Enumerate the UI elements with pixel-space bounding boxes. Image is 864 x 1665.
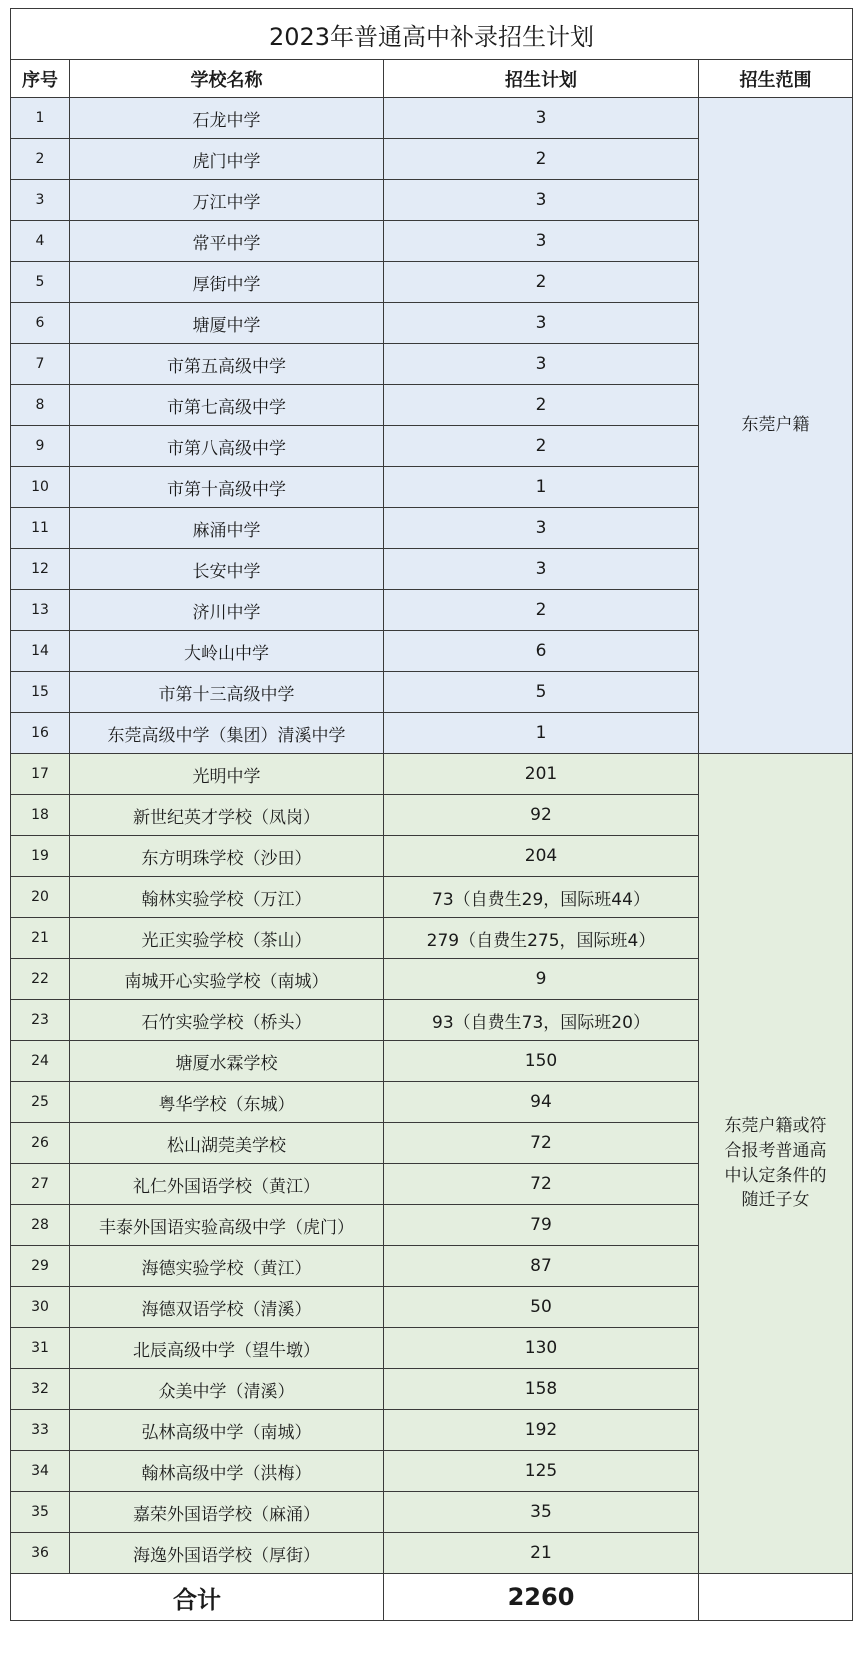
enrollment-plan-value: 93（自费生73，国际班20）	[384, 1000, 699, 1041]
row-index: 10	[11, 467, 70, 508]
row-index: 35	[11, 1492, 70, 1533]
school-name: 东方明珠学校（沙田）	[70, 836, 384, 877]
table-row	[11, 754, 853, 795]
school-name: 塘厦中学	[70, 303, 384, 344]
enrollment-plan-value: 35	[384, 1492, 699, 1533]
row-index: 21	[11, 918, 70, 959]
enrollment-plan-value: 21	[384, 1533, 699, 1574]
school-name: 嘉荣外国语学校（麻涌）	[70, 1492, 384, 1533]
school-name: 塘厦水霖学校	[70, 1041, 384, 1082]
total-empty-cell	[699, 1574, 853, 1621]
row-index: 11	[11, 508, 70, 549]
enrollment-scope	[699, 98, 853, 754]
row-index: 32	[11, 1369, 70, 1410]
header-row	[11, 60, 853, 98]
row-index: 14	[11, 631, 70, 672]
enrollment-plan-value: 201	[384, 754, 699, 795]
enrollment-plan-value: 3	[384, 221, 699, 262]
row-index: 31	[11, 1328, 70, 1369]
enrollment-plan-value: 87	[384, 1246, 699, 1287]
school-name: 石龙中学	[70, 98, 384, 139]
enrollment-plan-value: 3	[384, 98, 699, 139]
row-index: 34	[11, 1451, 70, 1492]
scope-text-line: 随迁子女	[741, 1190, 810, 1211]
table-row	[11, 98, 853, 139]
enrollment-plan-value: 73（自费生29，国际班44）	[384, 877, 699, 918]
school-name: 厚街中学	[70, 262, 384, 303]
school-name: 市第七高级中学	[70, 385, 384, 426]
enrollment-plan-value: 72	[384, 1123, 699, 1164]
school-name: 礼仁外国语学校（黄江）	[70, 1164, 384, 1205]
enrollment-plan-value: 3	[384, 508, 699, 549]
enrollment-plan-value: 6	[384, 631, 699, 672]
school-name: 光正实验学校（茶山）	[70, 918, 384, 959]
enrollment-plan-value: 5	[384, 672, 699, 713]
total-label: 合计	[11, 1574, 384, 1621]
school-name: 弘林高级中学（南城）	[70, 1410, 384, 1451]
enrollment-plan-value: 2	[384, 139, 699, 180]
school-name: 万江中学	[70, 180, 384, 221]
row-index: 7	[11, 344, 70, 385]
school-name: 新世纪英才学校（凤岗）	[70, 795, 384, 836]
header-enrollment-scope: 招生范围	[699, 60, 853, 98]
row-index: 8	[11, 385, 70, 426]
enrollment-plan-value: 192	[384, 1410, 699, 1451]
enrollment-plan-value: 2	[384, 426, 699, 467]
enrollment-plan-value: 125	[384, 1451, 699, 1492]
table-title: 2023年普通高中补录招生计划	[11, 9, 853, 60]
school-name: 海德实验学校（黄江）	[70, 1246, 384, 1287]
school-name: 虎门中学	[70, 139, 384, 180]
row-index: 12	[11, 549, 70, 590]
row-index: 6	[11, 303, 70, 344]
enrollment-scope	[699, 754, 853, 1574]
enrollment-plan-value: 3	[384, 303, 699, 344]
row-index: 25	[11, 1082, 70, 1123]
row-index: 28	[11, 1205, 70, 1246]
total-row	[11, 1574, 853, 1621]
school-name: 丰泰外国语实验高级中学（虎门）	[70, 1205, 384, 1246]
scope-text-line: 中认定条件的	[724, 1165, 827, 1186]
row-index: 5	[11, 262, 70, 303]
table-body	[11, 98, 853, 1574]
school-name: 海逸外国语学校（厚街）	[70, 1533, 384, 1574]
row-index: 29	[11, 1246, 70, 1287]
scope-text-line: 合报考普通高	[724, 1140, 827, 1161]
row-index: 4	[11, 221, 70, 262]
row-index: 1	[11, 98, 70, 139]
scope-text-line: 东莞户籍或符	[724, 1116, 827, 1137]
school-name: 市第八高级中学	[70, 426, 384, 467]
row-index: 17	[11, 754, 70, 795]
enrollment-plan-value: 92	[384, 795, 699, 836]
school-name: 东莞高级中学（集团）清溪中学	[70, 713, 384, 754]
total-value: 2260	[384, 1574, 699, 1621]
header-school-name: 学校名称	[70, 60, 384, 98]
row-index: 23	[11, 1000, 70, 1041]
school-name: 北辰高级中学（望牛墩）	[70, 1328, 384, 1369]
school-name: 翰林高级中学（洪梅）	[70, 1451, 384, 1492]
school-name: 粤华学校（东城）	[70, 1082, 384, 1123]
enrollment-plan-value: 2	[384, 262, 699, 303]
row-index: 20	[11, 877, 70, 918]
enrollment-plan-value: 1	[384, 713, 699, 754]
enrollment-plan-value: 279（自费生275，国际班4）	[384, 918, 699, 959]
enrollment-plan-value: 9	[384, 959, 699, 1000]
school-name: 济川中学	[70, 590, 384, 631]
school-name: 翰林实验学校（万江）	[70, 877, 384, 918]
enrollment-plan-value: 3	[384, 344, 699, 385]
scope-text-line: 东莞户籍	[741, 415, 810, 436]
header-enrollment-plan: 招生计划	[384, 60, 699, 98]
school-name: 常平中学	[70, 221, 384, 262]
row-index: 36	[11, 1533, 70, 1574]
school-name: 市第十三高级中学	[70, 672, 384, 713]
school-name: 大岭山中学	[70, 631, 384, 672]
row-index: 27	[11, 1164, 70, 1205]
row-index: 15	[11, 672, 70, 713]
row-index: 13	[11, 590, 70, 631]
enrollment-plan-value: 204	[384, 836, 699, 877]
school-name: 麻涌中学	[70, 508, 384, 549]
school-name: 松山湖莞美学校	[70, 1123, 384, 1164]
enrollment-plan-value: 158	[384, 1369, 699, 1410]
header-index: 序号	[11, 60, 70, 98]
row-index: 16	[11, 713, 70, 754]
enrollment-plan-value: 150	[384, 1041, 699, 1082]
enrollment-plan-value: 2	[384, 590, 699, 631]
row-index: 26	[11, 1123, 70, 1164]
school-name: 海德双语学校（清溪）	[70, 1287, 384, 1328]
enrollment-plan-value: 3	[384, 180, 699, 221]
row-index: 19	[11, 836, 70, 877]
enrollment-plan-value: 94	[384, 1082, 699, 1123]
row-index: 18	[11, 795, 70, 836]
row-index: 30	[11, 1287, 70, 1328]
row-index: 24	[11, 1041, 70, 1082]
title-row	[11, 9, 853, 60]
school-name: 市第五高级中学	[70, 344, 384, 385]
school-name: 石竹实验学校（桥头）	[70, 1000, 384, 1041]
school-name: 南城开心实验学校（南城）	[70, 959, 384, 1000]
school-name: 光明中学	[70, 754, 384, 795]
row-index: 33	[11, 1410, 70, 1451]
enrollment-plan-value: 2	[384, 385, 699, 426]
enrollment-plan-value: 130	[384, 1328, 699, 1369]
enrollment-plan-value: 3	[384, 549, 699, 590]
enrollment-plan-value: 1	[384, 467, 699, 508]
enrollment-plan-value: 50	[384, 1287, 699, 1328]
enrollment-plan-table	[10, 8, 853, 1621]
school-name: 市第十高级中学	[70, 467, 384, 508]
enrollment-plan-value: 79	[384, 1205, 699, 1246]
enrollment-plan-value: 72	[384, 1164, 699, 1205]
school-name: 众美中学（清溪）	[70, 1369, 384, 1410]
school-name: 长安中学	[70, 549, 384, 590]
row-index: 2	[11, 139, 70, 180]
row-index: 9	[11, 426, 70, 467]
row-index: 22	[11, 959, 70, 1000]
row-index: 3	[11, 180, 70, 221]
